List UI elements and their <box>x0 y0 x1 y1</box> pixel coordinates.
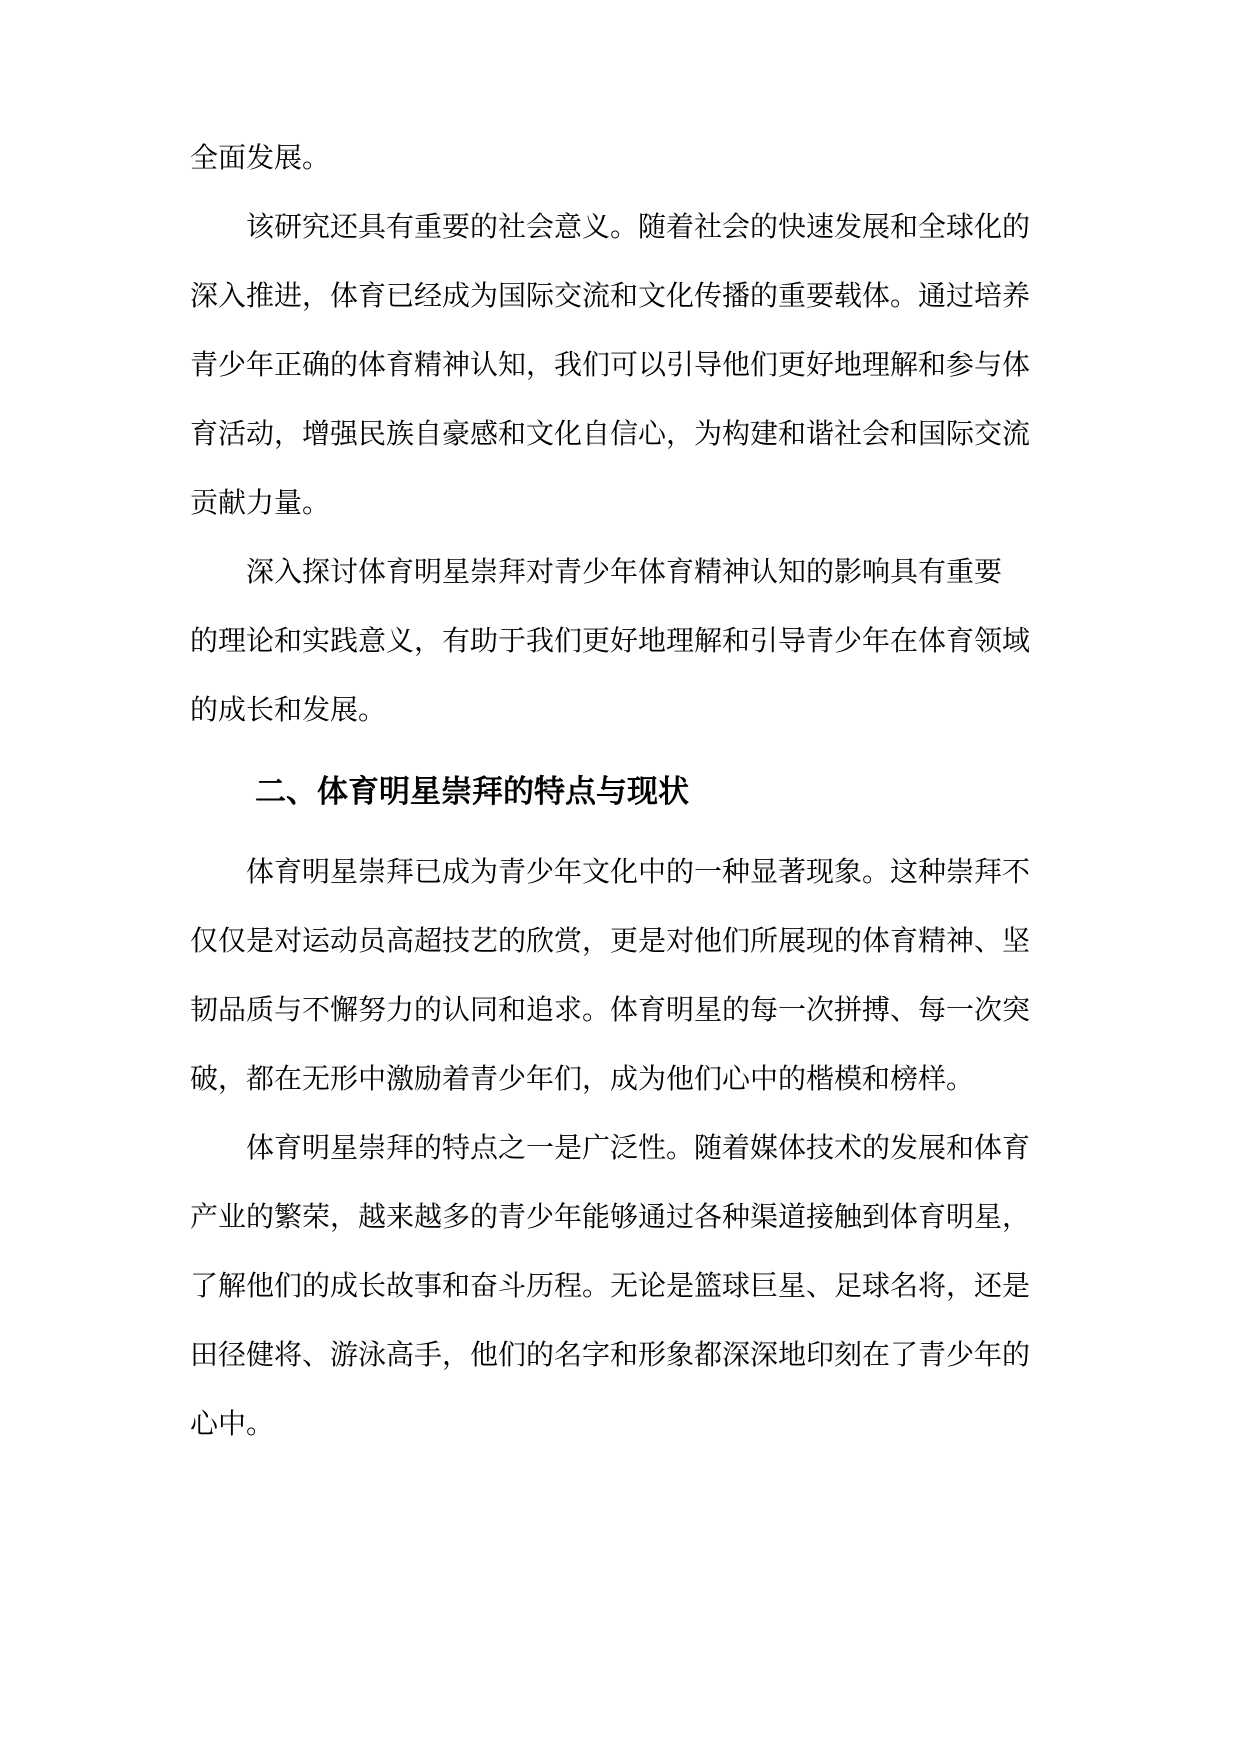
paragraph-line: 的成长和发展。 <box>190 693 387 726</box>
paragraph-line: 体育明星崇拜的特点之一是广泛性。随着媒体技术的发展和体育 <box>246 1131 1031 1164</box>
paragraph-line: 产业的繁荣，越来越多的青少年能够通过各种渠道接触到体育明星， <box>190 1200 1031 1233</box>
paragraph-line: 该研究还具有重要的社会意义。随着社会的快速发展和全球化的 <box>246 210 1031 243</box>
paragraph-line: 破，都在无形中激励着青少年们，成为他们心中的楷模和榜样。 <box>190 1062 975 1095</box>
paragraph-line: 青少年正确的体育精神认知，我们可以引导他们更好地理解和参与体 <box>190 348 1031 381</box>
paragraph-line: 田径健将、游泳高手，他们的名字和形象都深深地印刻在了青少年的 <box>190 1338 1031 1371</box>
paragraph-line: 仅仅是对运动员高超技艺的欣赏，更是对他们所展现的体育精神、坚 <box>190 924 1031 957</box>
paragraph-line: 韧品质与不懈努力的认同和追求。体育明星的每一次拼搏、每一次突 <box>190 993 1031 1026</box>
paragraph-line: 了解他们的成长故事和奋斗历程。无论是篮球巨星、足球名将，还是 <box>190 1269 1031 1302</box>
paragraph-line: 贡献力量。 <box>190 486 331 519</box>
section-heading: 二、体育明星崇拜的特点与现状 <box>255 774 689 810</box>
paragraph-line: 深入推进，体育已经成为国际交流和文化传播的重要载体。通过培养 <box>190 279 1031 312</box>
paragraph-line: 深入探讨体育明星崇拜对青少年体育精神认知的影响具有重要 <box>246 555 1003 588</box>
paragraph-line: 全面发展。 <box>190 141 331 174</box>
paragraph-line: 体育明星崇拜已成为青少年文化中的一种显著现象。这种崇拜不 <box>246 855 1031 888</box>
paragraph-line: 的理论和实践意义，有助于我们更好地理解和引导青少年在体育领域 <box>190 624 1031 657</box>
paragraph-line: 育活动，增强民族自豪感和文化自信心，为构建和谐社会和国际交流 <box>190 417 1031 450</box>
paragraph-line: 心中。 <box>190 1407 275 1440</box>
